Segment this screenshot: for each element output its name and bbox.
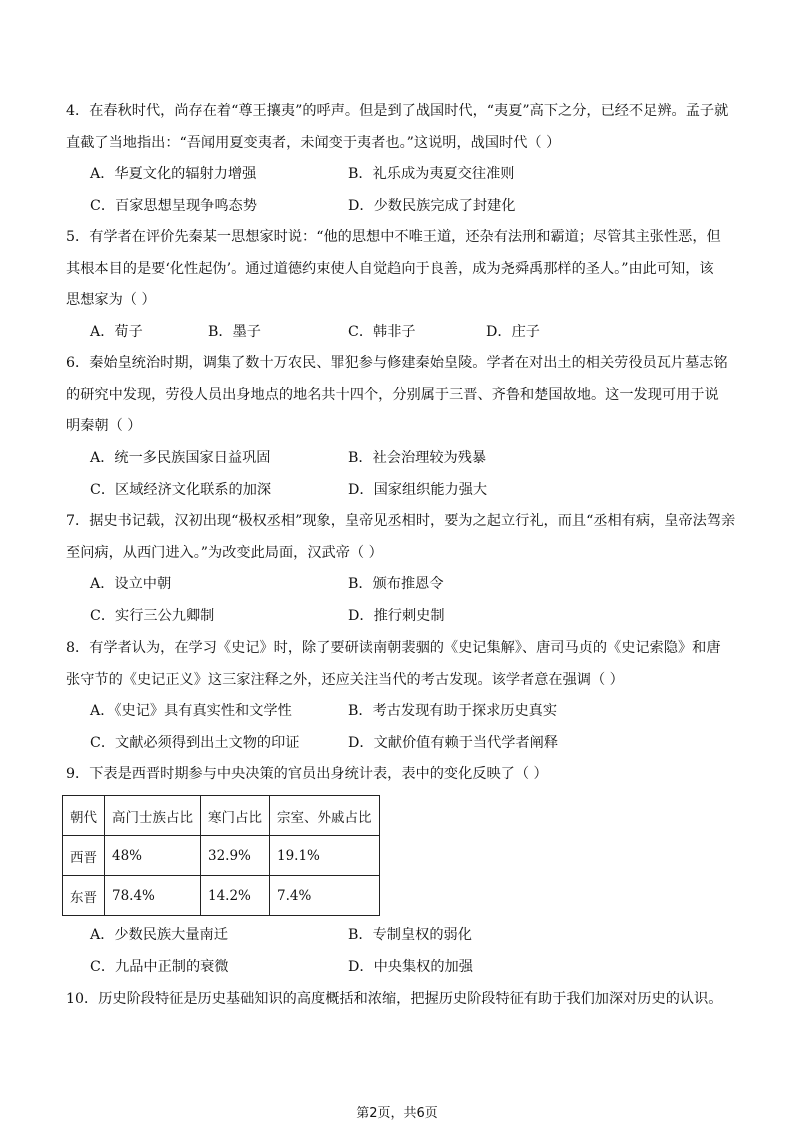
question-9-stem [66, 759, 730, 791]
question-8-options [90, 696, 730, 759]
question-4-options [90, 159, 730, 222]
table-header-cell: 宗室、外戚占比 [270, 796, 380, 836]
question-10-stem [66, 984, 730, 1016]
question-6-options [90, 443, 730, 506]
question-8-stem [66, 633, 730, 696]
question-line: 8．有学者认为，在学习《史记》时，除了要研读南朝裴骃的《史记集解》、唐司马贞的《史记索隐》和唐 [66, 640, 721, 656]
question-line: 6．秦始皇统治时期，调集了数十万农民、罪犯参与修建秦始皇陵。学者在对出土的相关劳役员瓦片墓志铭 [66, 355, 728, 371]
table-cell: 7.4% [270, 876, 380, 916]
question-line: 至问病，从西门进入。”为改变此局面，汉武帝（ ） [66, 544, 383, 561]
option-a: A．设立中朝 [90, 576, 172, 592]
option-d: D．中央集权的加强 [348, 958, 473, 975]
option-a: A．《史记》具有真实性和文学性 [90, 703, 292, 719]
statistics-table [62, 795, 380, 916]
page-number-footer: 第2页，共6页 [356, 1106, 438, 1121]
table-header-row [63, 796, 380, 836]
question-line: 明秦朝（ ） [66, 418, 142, 434]
question-9-options [90, 920, 730, 983]
question-5-stem [66, 222, 730, 317]
question-line: 5．有学者在评价先秦某一思想家时说：“他的思想中不唯王道，还杂有法刑和霸道；尽管其主张性恶，但 [66, 229, 721, 245]
option-c: C．九品中正制的衰微 [90, 958, 229, 975]
question-6-stem [66, 348, 730, 443]
option-a: A．华夏文化的辐射力增强 [90, 166, 257, 182]
option-c: C．文献必须得到出土文物的印证 [90, 734, 300, 751]
option-d: D．国家组织能力强大 [348, 481, 488, 498]
option-b: B．礼乐成为夷夏交往准则 [348, 166, 515, 182]
option-b: B．专制皇权的弱化 [348, 927, 472, 943]
question-line: 张守节的《史记正义》这三家注释之外，还应关注当代的考古发现。该学者意在强调（ ） [66, 671, 624, 688]
option-b: B．考古发现有助于探求历史真实 [348, 703, 558, 719]
question-7-options [90, 569, 730, 632]
option-c: C．百家思想呈现争鸣态势 [90, 197, 257, 214]
option-a: A．荀子 [90, 324, 143, 340]
table-header-cell: 朝代 [63, 796, 105, 836]
question-5-options [90, 317, 730, 349]
table-cell: 东晋 [63, 876, 105, 916]
table-row [63, 836, 380, 876]
option-d: D．少数民族完成了封建化 [348, 197, 516, 214]
table-cell: 西晋 [63, 836, 105, 876]
option-c: C．实行三公九卿制 [90, 607, 215, 624]
table-cell: 48% [105, 836, 201, 876]
table-cell: 78.4% [105, 876, 201, 916]
question-line: 直截了当地指出：“吾闻用夏变夷者，未闻变于夷者也。”这说明，战国时代（ ） [66, 134, 561, 151]
option-a: A．统一多民族国家日益巩固 [90, 450, 271, 466]
question-4-stem [66, 96, 730, 159]
option-d: D．推行刺史制 [348, 607, 445, 624]
question-line: 9．下表是西晋时期参与中央决策的官员出身统计表，表中的变化反映了（ ） [66, 766, 548, 782]
option-c: C．区域经济文化联系的加深 [90, 481, 272, 498]
table-cell: 14.2% [201, 876, 270, 916]
table-cell: 32.9% [201, 836, 270, 876]
question-line: 10．历史阶段特征是历史基础知识的高度概括和浓缩，把握历史阶段特征有助于我们加深对历史的认识。 [66, 991, 723, 1007]
option-c: C．韩非子 [348, 324, 416, 340]
table-header-cell: 高门士族占比 [105, 796, 201, 836]
question-7-stem [66, 506, 736, 569]
table-header-cell: 寒门占比 [201, 796, 270, 836]
option-b: B．颁布推恩令 [348, 576, 444, 592]
table-row [63, 876, 380, 916]
option-a: A．少数民族大量南迁 [90, 927, 228, 943]
table-cell: 19.1% [270, 836, 380, 876]
option-b: B．墨子 [208, 324, 261, 340]
option-d: D．庄子 [486, 324, 540, 340]
question-line: 7．据史书记载，汉初出现“极权丞相”现象，皇帝见丞相时，要为之起立行礼，而且“丞相有病，皇帝法驾亲 [66, 513, 736, 529]
question-line: 思想家为（ ） [66, 292, 156, 308]
question-line: 的研究中发现，劳役人员出身地点的地名共十四个，分别属于三晋、齐鲁和楚国故地。这一发现可用于说 [66, 386, 719, 403]
question-line: 4．在春秋时代，尚存在着“尊王攘夷”的呼声。但是到了战国时代，“夷夏”高下之分，已经不足辨。孟子就 [66, 103, 729, 119]
option-d: D．文献价值有赖于当代学者阐释 [348, 734, 559, 751]
question-line: 其根本目的是要‘化性起伪’。通过道德约束使人自觉趋向于良善，成为尧舜禹那样的圣人。”由此可知，该 [66, 260, 714, 277]
option-b: B．社会治理较为残暴 [348, 450, 487, 466]
